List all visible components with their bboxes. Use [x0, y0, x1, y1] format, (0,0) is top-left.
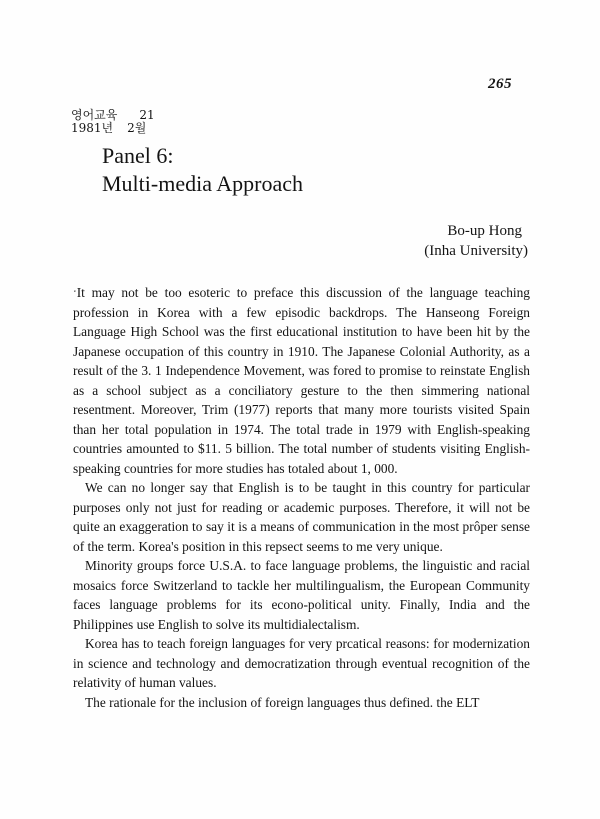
journal-issue: 21	[139, 108, 155, 122]
paragraph-3: Minority groups force U.S.A. to face language problems, the linguistic and racial mosaics force Switzerland to tackle her multilingualism, the European Community faces language problems for its econo-political unity. Finally, India and the Philippines use English to solve its multidialectalism.	[73, 558, 530, 632]
journal-year: 1981년	[71, 121, 114, 135]
paragraph-1: ˑIt may not be too esoteric to preface this discussion of the language teaching profession in Korea with a few episodic backdrops. The Hanseong Foreign Language High School was the first educational institution to have been hit by the Japanese occupation of this country in 1910. The Japanese Colonial Authority, as a result of the 3. 1 Independence Movement, was fored to promise to reinstate English as a school subject as a conciliatory gesture to the then simmering national resentment. Moreover, Trim (1977) reports that many more tourists visited Spain than her total population in 1974. The total trade in 1979 with English-speaking countries amounted to $11. 5 billion. The total number of students visiting English-speaking countries for more studies has totaled about 1, 000.	[73, 285, 530, 476]
panel-title	[102, 142, 303, 198]
author-affiliation: (Inha University)	[424, 243, 528, 259]
author-name: Bo-up Hong	[447, 223, 522, 239]
author-block	[424, 221, 528, 261]
paragraph-5: The rationale for the inclusion of foreign languages thus defined. the ELT	[85, 694, 480, 710]
journal-info	[71, 109, 155, 135]
title-line-2: Multi-media Approach	[102, 171, 304, 196]
journal-name: 영어교육	[71, 108, 118, 122]
paragraph-2: We can no longer say that English is to be taught in this country for particular purposes only not just for reading or academic purposes. Therefore, it will not be quite an exaggeration to say it is a means of communication in the most prôper sense of the term. Korea's position in this repsect seems to me very unique.	[73, 480, 530, 554]
body-text	[73, 283, 530, 712]
title-line-1: Panel 6:	[102, 143, 174, 168]
date-row	[71, 122, 155, 135]
journal-month: 2월	[127, 121, 147, 135]
paragraph-4: Korea has to teach foreign languages for very prcatical reasons: for modernization in science and technology and democratization through eventual recognition of the relativity of human values.	[73, 636, 530, 690]
page-number: 265	[488, 76, 512, 92]
